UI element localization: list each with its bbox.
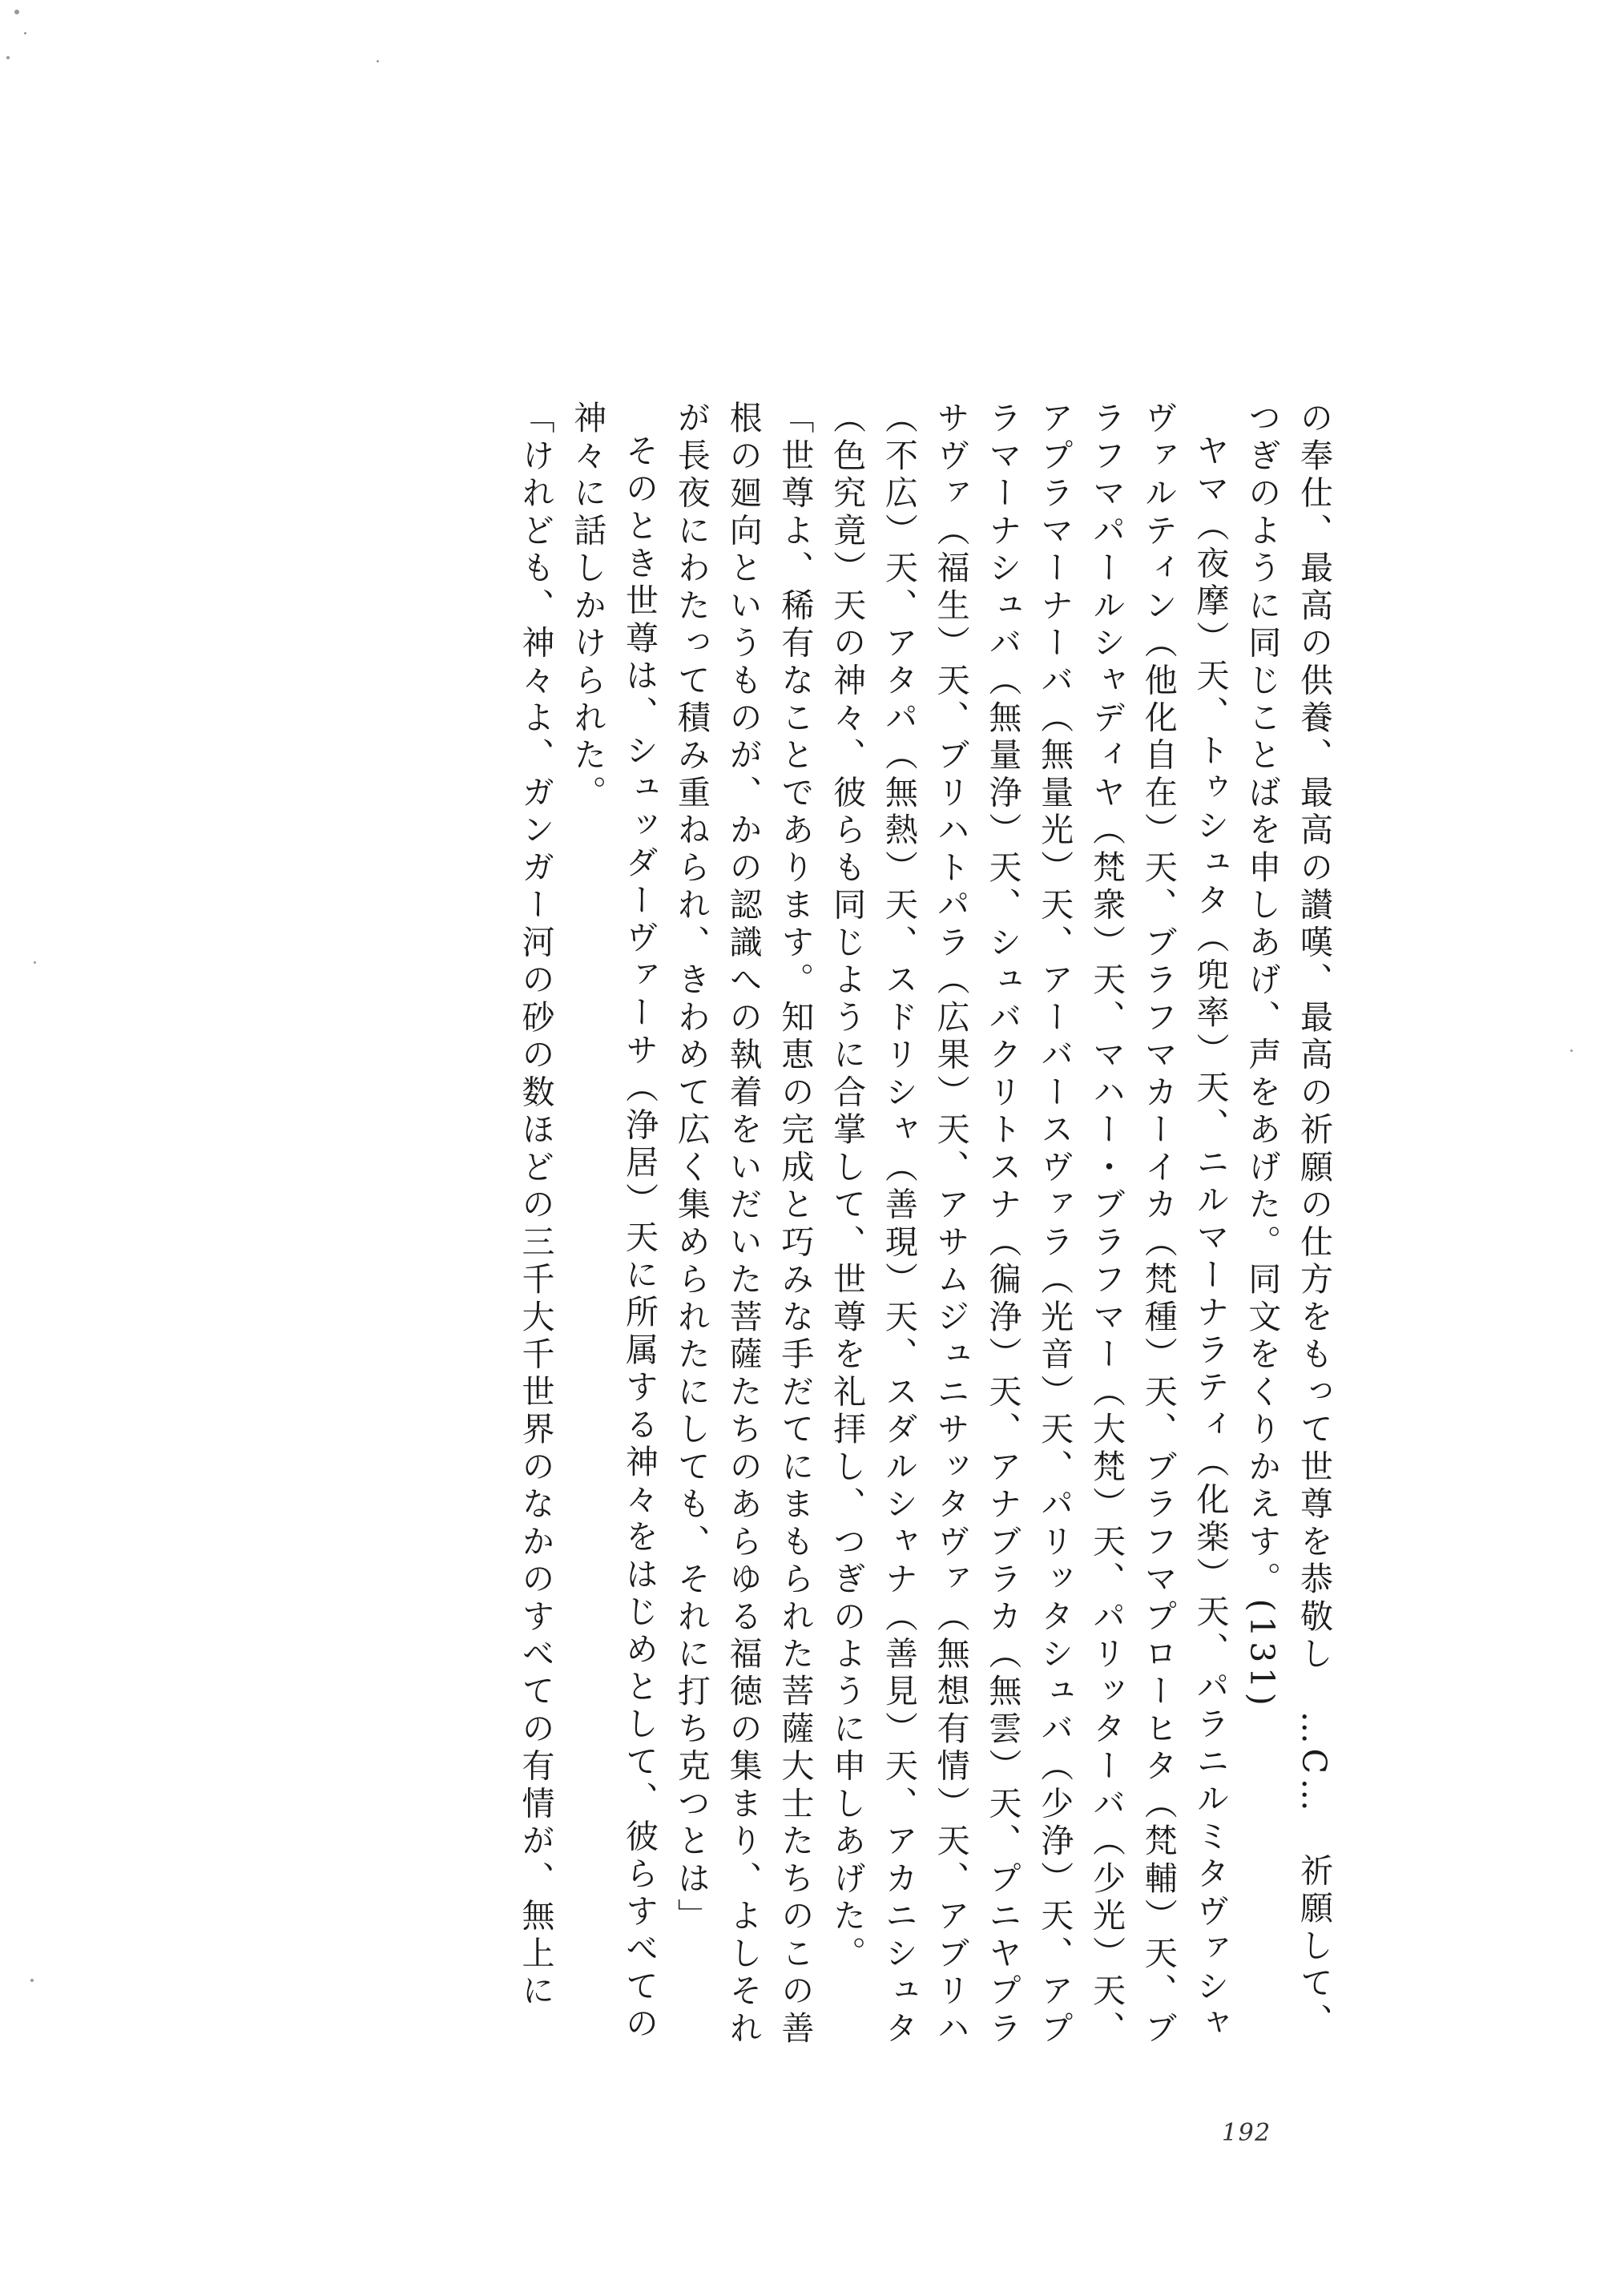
paragraph: ヤマ（夜摩）天、トゥシュタ（兜率）天、ニルマーナラティ（化楽）天、パラニルミタヴァシャヴァルティン（他化自在）天、ブラフマカーイカ（梵種）天、ブラフマプローヒタ（梵輔）天、ブラフマパールシャディヤ（梵衆）天、マハー・ブラフマー（大梵）天、パリッターバ（少光）天、アプラマーナーバ（無量光）天、アーバースヴァラ（光音）天、パリッタシュバ（少浄）天、アプラマーナシュバ（無量浄）天、シュバクリトスナ（徧浄）天、アナブラカ（無雲）天、プニヤプラサヴァ（福生）天、ブリハトパラ（広果）天、アサムジュニサッタヴァ（無想有情）天、アブリハ（不広）天、アタパ（無熱）天、スドリシャ（善現）天、スダルシャナ（善見）天、アカニシュタ（色究竟）天の神々、彼らも同じように合掌して、世尊を礼拝し、つぎのように申しあげた。 (828, 401, 1230, 2048)
paragraph: 「世尊よ、稀有なことであります。知恵の完成と巧みな手だてにまもられた菩薩大士たちのこの善根の廻向というものが、かの認識への執着をいだいた菩薩たちのあらゆる福徳の集まり、よしそれが長夜にわたって積み重ねられ、きわめて広く集められたにしても、それに打ち克つとは」 (671, 401, 815, 2048)
page-number: 192 (1222, 2119, 1271, 2147)
scan-speckle (6, 56, 10, 59)
scan-speckle (14, 10, 19, 14)
scan-speckle (24, 32, 26, 34)
scan-speckle (30, 1979, 34, 1982)
vertical-text-body (234, 401, 1340, 2067)
paragraph: の奉仕、最高の供養、最高の讃嘆、最高の祈願の仕方をもって世尊を恭敬し …C… 祈願して、つぎのように同じことばを申しあげ、声をあげた。同文をくりかえす。(131) (1243, 401, 1333, 2040)
paragraph: 「けれども、神々よ、ガンガー河の砂の数ほどの三千大千世界のなかのすべての有情が、無上に (516, 401, 555, 2011)
scan-speckle (377, 60, 379, 62)
scan-speckle (34, 961, 36, 964)
paragraph: そのとき世尊は、シュッダーヴァーサ（浄居）天に所属する神々をはじめとして、彼らすべての神々に話しかけられた。 (568, 401, 659, 2044)
scan-speckle (1570, 1049, 1573, 1052)
